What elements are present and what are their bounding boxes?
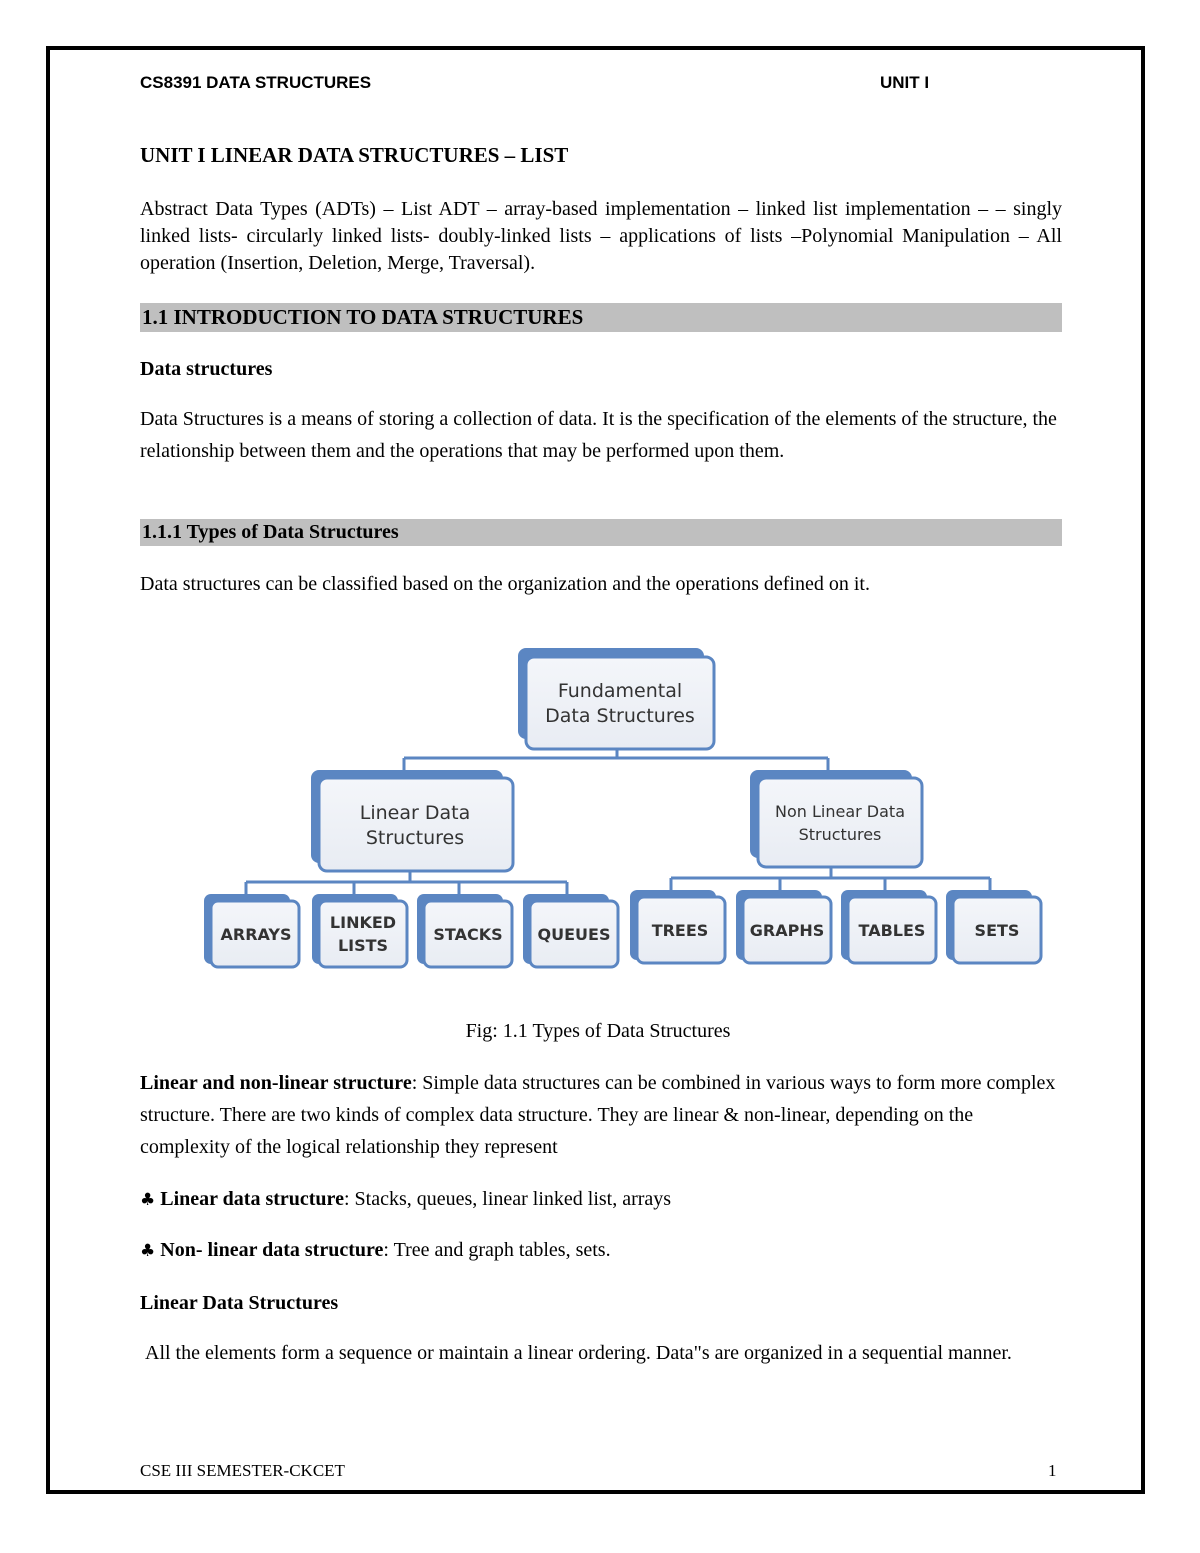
leaf-stacks-label: STACKS bbox=[433, 925, 503, 944]
footer-page-number: 1 bbox=[1048, 1461, 1057, 1480]
leaf-graphs-label: GRAPHS bbox=[749, 921, 825, 940]
leaf-tables bbox=[841, 890, 936, 963]
nonlinear-label-line2: Structures bbox=[798, 825, 882, 844]
header-course: CS8391 DATA STRUCTURES bbox=[140, 73, 372, 92]
bullet-linear bbox=[140, 1183, 671, 1216]
nonlinear-label-line1: Non Linear Data bbox=[775, 802, 905, 821]
leaf-linked-lists-line2: LISTS bbox=[337, 936, 389, 955]
leaf-linked-lists-line1: LINKED bbox=[329, 913, 397, 932]
leaf-arrays bbox=[204, 894, 299, 967]
leaf-queues-label: QUEUES bbox=[537, 925, 611, 944]
bullet-nonlinear-term: Non- linear data structure bbox=[160, 1239, 384, 1261]
club-icon: ♣ bbox=[140, 1190, 156, 1210]
nonlinear-node bbox=[750, 770, 922, 867]
linear-ds-heading: Linear Data Structures bbox=[140, 1292, 339, 1314]
leaf-arrays-label: ARRAYS bbox=[220, 925, 292, 944]
linear-label-line2: Structures bbox=[365, 827, 465, 849]
section-heading-1-1: 1.1 INTRODUCTION TO DATA STRUCTURES bbox=[140, 303, 1062, 332]
leaf-stacks bbox=[417, 894, 512, 967]
linear-ds-paragraph: All the elements form a sequence or maintain a linear ordering. Data"s are organized in a sequential manner. bbox=[140, 1342, 1012, 1364]
root-label-line1: Fundamental bbox=[557, 680, 683, 702]
syllabus-text: Abstract Data Types (ADTs) – List ADT – array-based implementation – linked list implementation – – singly linked lists- circularly linked lists- doubly-linked lists – applications of lists –Polynomial Manipulation – All operation (Insertion, Deletion, Merge, Traversal). bbox=[140, 198, 1062, 274]
leaf-queues bbox=[523, 894, 618, 967]
linear-node bbox=[311, 770, 513, 871]
bullet-linear-term: Linear data structure bbox=[160, 1188, 344, 1210]
leaf-graphs bbox=[736, 890, 831, 963]
section-heading-1-1-1: 1.1.1 Types of Data Structures bbox=[140, 519, 1062, 546]
unit-title: UNIT I LINEAR DATA STRUCTURES – LIST bbox=[140, 143, 569, 167]
root-label-line2: Data Structures bbox=[545, 705, 695, 727]
data-structures-heading: Data structures bbox=[140, 358, 273, 380]
bullet-linear-text: : Stacks, queues, linear linked list, arrays bbox=[343, 1188, 672, 1210]
root-node bbox=[518, 648, 714, 749]
leaf-sets-label: SETS bbox=[974, 921, 1020, 940]
header-unit: UNIT I bbox=[880, 73, 930, 92]
linear-label-line1: Linear Data bbox=[359, 802, 471, 824]
data-structures-paragraph: Data Structures is a means of storing a collection of data. It is the specification of the elements of the structure, the relationship between them and the operations that may be performed upon them. bbox=[140, 408, 1057, 462]
linear-nonlinear-term: Linear and non-linear structure bbox=[140, 1072, 412, 1094]
types-paragraph: Data structures can be classified based on the organization and the operations defined on it. bbox=[140, 573, 870, 595]
leaf-trees bbox=[630, 890, 725, 963]
bullet-nonlinear bbox=[140, 1234, 611, 1267]
bullet-nonlinear-text: : Tree and graph tables, sets. bbox=[383, 1239, 611, 1261]
leaf-tables-label: TABLES bbox=[858, 921, 926, 940]
linear-nonlinear-paragraph bbox=[140, 1067, 1060, 1163]
club-icon: ♣ bbox=[140, 1241, 156, 1261]
leaf-trees-label: TREES bbox=[651, 921, 709, 940]
leaf-linked-lists bbox=[312, 894, 407, 967]
leaf-sets bbox=[946, 890, 1041, 963]
figure-caption: Fig: 1.1 Types of Data Structures bbox=[465, 1020, 731, 1042]
linear-nonlinear-text: : Simple data structures can be combined in various ways to form more complex structure. There are two kinds of complex data structure. They are linear & non-linear, depending on the complexity of the logical relationship they represent bbox=[140, 1072, 1056, 1158]
footer-left: CSE III SEMESTER-CKCET bbox=[140, 1461, 345, 1480]
